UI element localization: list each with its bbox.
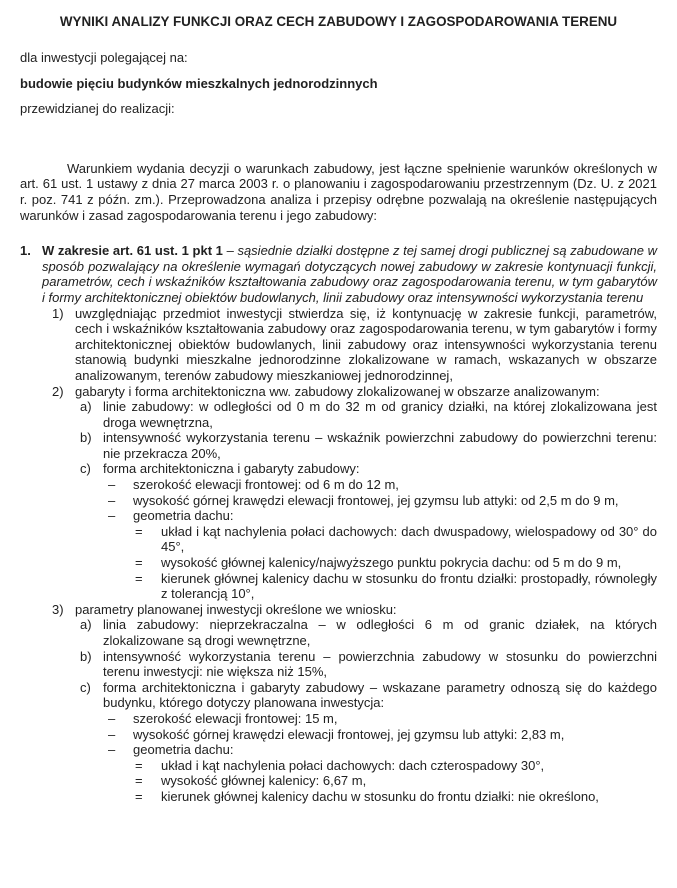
list-item-marker: =: [135, 570, 143, 586]
list-item: [80, 399, 657, 430]
list-item-marker: 3): [52, 601, 64, 617]
list-item-marker: b): [80, 430, 92, 446]
list-item-marker: –: [108, 726, 116, 742]
list-item: [52, 602, 657, 618]
list-item-text: parametry planowanej inwestycji określone we wniosku:: [75, 601, 397, 617]
list-item-marker: =: [135, 555, 143, 571]
list-item: [108, 727, 657, 743]
list-item: [80, 430, 657, 461]
list-item: [80, 649, 657, 680]
list-item-text: układ i kąt nachylenia połaci dachowych: dach czterospadowy 30°,: [161, 757, 545, 773]
list-item: [108, 477, 657, 493]
list-item-marker: –: [108, 508, 116, 524]
document-title: WYNIKI ANALIZY FUNKCJI ORAZ CECH ZABUDOWY I ZAGOSPODAROWANIA TERENU: [59, 14, 618, 29]
list-item-text: układ i kąt nachylenia połaci dachowych: dach dwuspadowy, wielospadowy od 30° do 45°,: [161, 523, 657, 555]
list-item: [135, 555, 657, 571]
section-body: [42, 243, 657, 804]
list-item: [80, 680, 657, 711]
list-item: [135, 571, 657, 602]
list-item-marker: –: [108, 742, 116, 758]
list-item-text: forma architektoniczna i gabaryty zabudowy – wskazane parametry odnoszą się do każdego budynku, którego dotyczy planowana inwestycja:: [103, 679, 657, 711]
list-item-text: forma architektoniczna i gabaryty zabudowy:: [103, 461, 360, 477]
list-item-text: wysokość głównej kalenicy/najwyższego punktu pokrycia dachu: od 5 m do 9 m,: [161, 555, 622, 571]
list-item: [135, 524, 657, 555]
list-item: [135, 758, 657, 774]
list-item-text: geometria dachu:: [133, 508, 234, 524]
list-item-marker: c): [80, 679, 91, 695]
list-item-text: szerokość elewacji frontowej: od 6 m do 12 m,: [133, 477, 399, 493]
list-item: [52, 306, 657, 384]
section-heading-italic: sąsiednie działki dostępne z tej samej drogi publicznej są zabudowane w sposób pozwalający na określenie wymagań dotyczących nowej zabudowy w zakresie kontynuacji funkcji, parametrów, cech i wskaźników kształtowania zabudowy oraz zagospodarowania terenu, w tym gabarytów i formy architektonicznej obiektów budowlanych, linii zabudowy oraz intensywności wykorzystania terenu: [42, 243, 657, 305]
lead-paragraph: Warunkiem wydania decyzji o warunkach zabudowy, jest łączne spełnienie warunków określonych w art. 61 ust. 1 ustawy z dnia 27 marca 2003 r. o planowaniu i zagospodarowaniu przestrzennym (Dz. U. z 2021 r. poz. 741 z późn. zm.). Przeprowadzona analiza i przepisy odrębne pozwalają na określenie następujących warunków i zasad zagospodarowania terenu i jego zabudowy:: [20, 160, 657, 223]
list-item-text: wysokość górnej krawędzi elewacji frontowej, jej gzymsu lub attyki: 2,83 m,: [133, 726, 565, 742]
list-item-marker: =: [135, 523, 143, 539]
list-item-marker: c): [80, 461, 91, 477]
list-item-text: linie zabudowy: w odległości od 0 m do 32 m od granicy działki, na której zlokalizowana jest droga wewnętrzna,: [103, 399, 657, 430]
list-item-marker: =: [135, 757, 143, 773]
list-item: [52, 384, 657, 400]
section-heading-bold: W zakresie art. 61 ust. 1 pkt 1: [42, 243, 223, 259]
list-item-text: wysokość głównej kalenicy: 6,67 m,: [161, 773, 367, 789]
list-item-text: szerokość elewacji frontowej: 15 m,: [133, 710, 338, 726]
section-number: 1.: [20, 243, 31, 259]
list-item-marker: a): [80, 399, 92, 415]
list-item-marker: =: [135, 773, 143, 789]
subtitle-line-2: przewidzianej do realizacji:: [20, 101, 175, 117]
list-item: [108, 493, 657, 509]
list-item-text: kierunek głównej kalenicy dachu w stosunku do frontu działki: prostopadły, równoległy z tolerancją 10°,: [161, 570, 657, 602]
section-heading-dash: –: [226, 243, 234, 259]
list-item-text: uwzględniając przedmiot inwestycji stwierdza się, iż kontynuację w zakresie funkcji, parametrów, cech i wskaźników kształtowania zabudowy oraz zagospodarowania terenu, w tym gabarytów i formy architektonicznej obiektów budowlanych, linii zabudowy oraz intensywności wykorzystania terenu stanowią budynki mieszkalne jednorodzinne zlokalizowane w ramach, wskazanych w obszarze analizowanym, terenów zabudowy mieszkaniowej jednorodzinnej,: [75, 305, 657, 383]
section-1: [20, 243, 657, 804]
list-item: [108, 508, 657, 524]
list-item-marker: b): [80, 648, 92, 664]
analysis-list: [42, 306, 657, 805]
section-heading: [42, 243, 657, 305]
list-item-marker: =: [135, 788, 143, 804]
list-item-text: intensywność wykorzystania terenu – wskaźnik powierzchni zabudowy do powierzchni terenu: nie przekracza 20%,: [103, 430, 657, 461]
list-item-marker: –: [108, 710, 116, 726]
list-item-marker: 2): [52, 383, 64, 399]
list-item-marker: a): [80, 617, 92, 633]
list-item-marker: 1): [52, 305, 64, 321]
list-item-text: geometria dachu:: [133, 742, 234, 758]
list-item-marker: –: [108, 492, 116, 508]
list-item: [135, 789, 657, 805]
list-item-marker: –: [108, 477, 116, 493]
list-item-text: linia zabudowy: nieprzekraczalna – w odległości 6 m od granic działek, na których zlokalizowane są drogi wewnętrzne,: [103, 617, 657, 648]
list-item: [108, 711, 657, 727]
list-item: [108, 742, 657, 758]
subtitle-line-1: dla inwestycji polegającej na:: [20, 50, 188, 65]
list-item: [80, 617, 657, 648]
list-item-text: wysokość górnej krawędzi elewacji frontowej, jej gzymsu lub attyki: od 2,5 m do 9 m,: [133, 492, 619, 508]
list-item-text: intensywność wykorzystania terenu – powierzchnia zabudowy w stosunku do powierzchni terenu inwestycji: nie większa niż 15%,: [103, 648, 657, 680]
list-item-text: gabaryty i forma architektoniczna ww. zabudowy zlokalizowanej w obszarze analizowanym:: [75, 383, 600, 399]
list-item: [80, 461, 657, 477]
investment-description: budowie pięciu budynków mieszkalnych jednorodzinnych: [20, 75, 378, 91]
list-item-text: kierunek głównej kalenicy dachu w stosunku do frontu działki: nie określono,: [161, 788, 599, 804]
list-item: [135, 773, 657, 789]
